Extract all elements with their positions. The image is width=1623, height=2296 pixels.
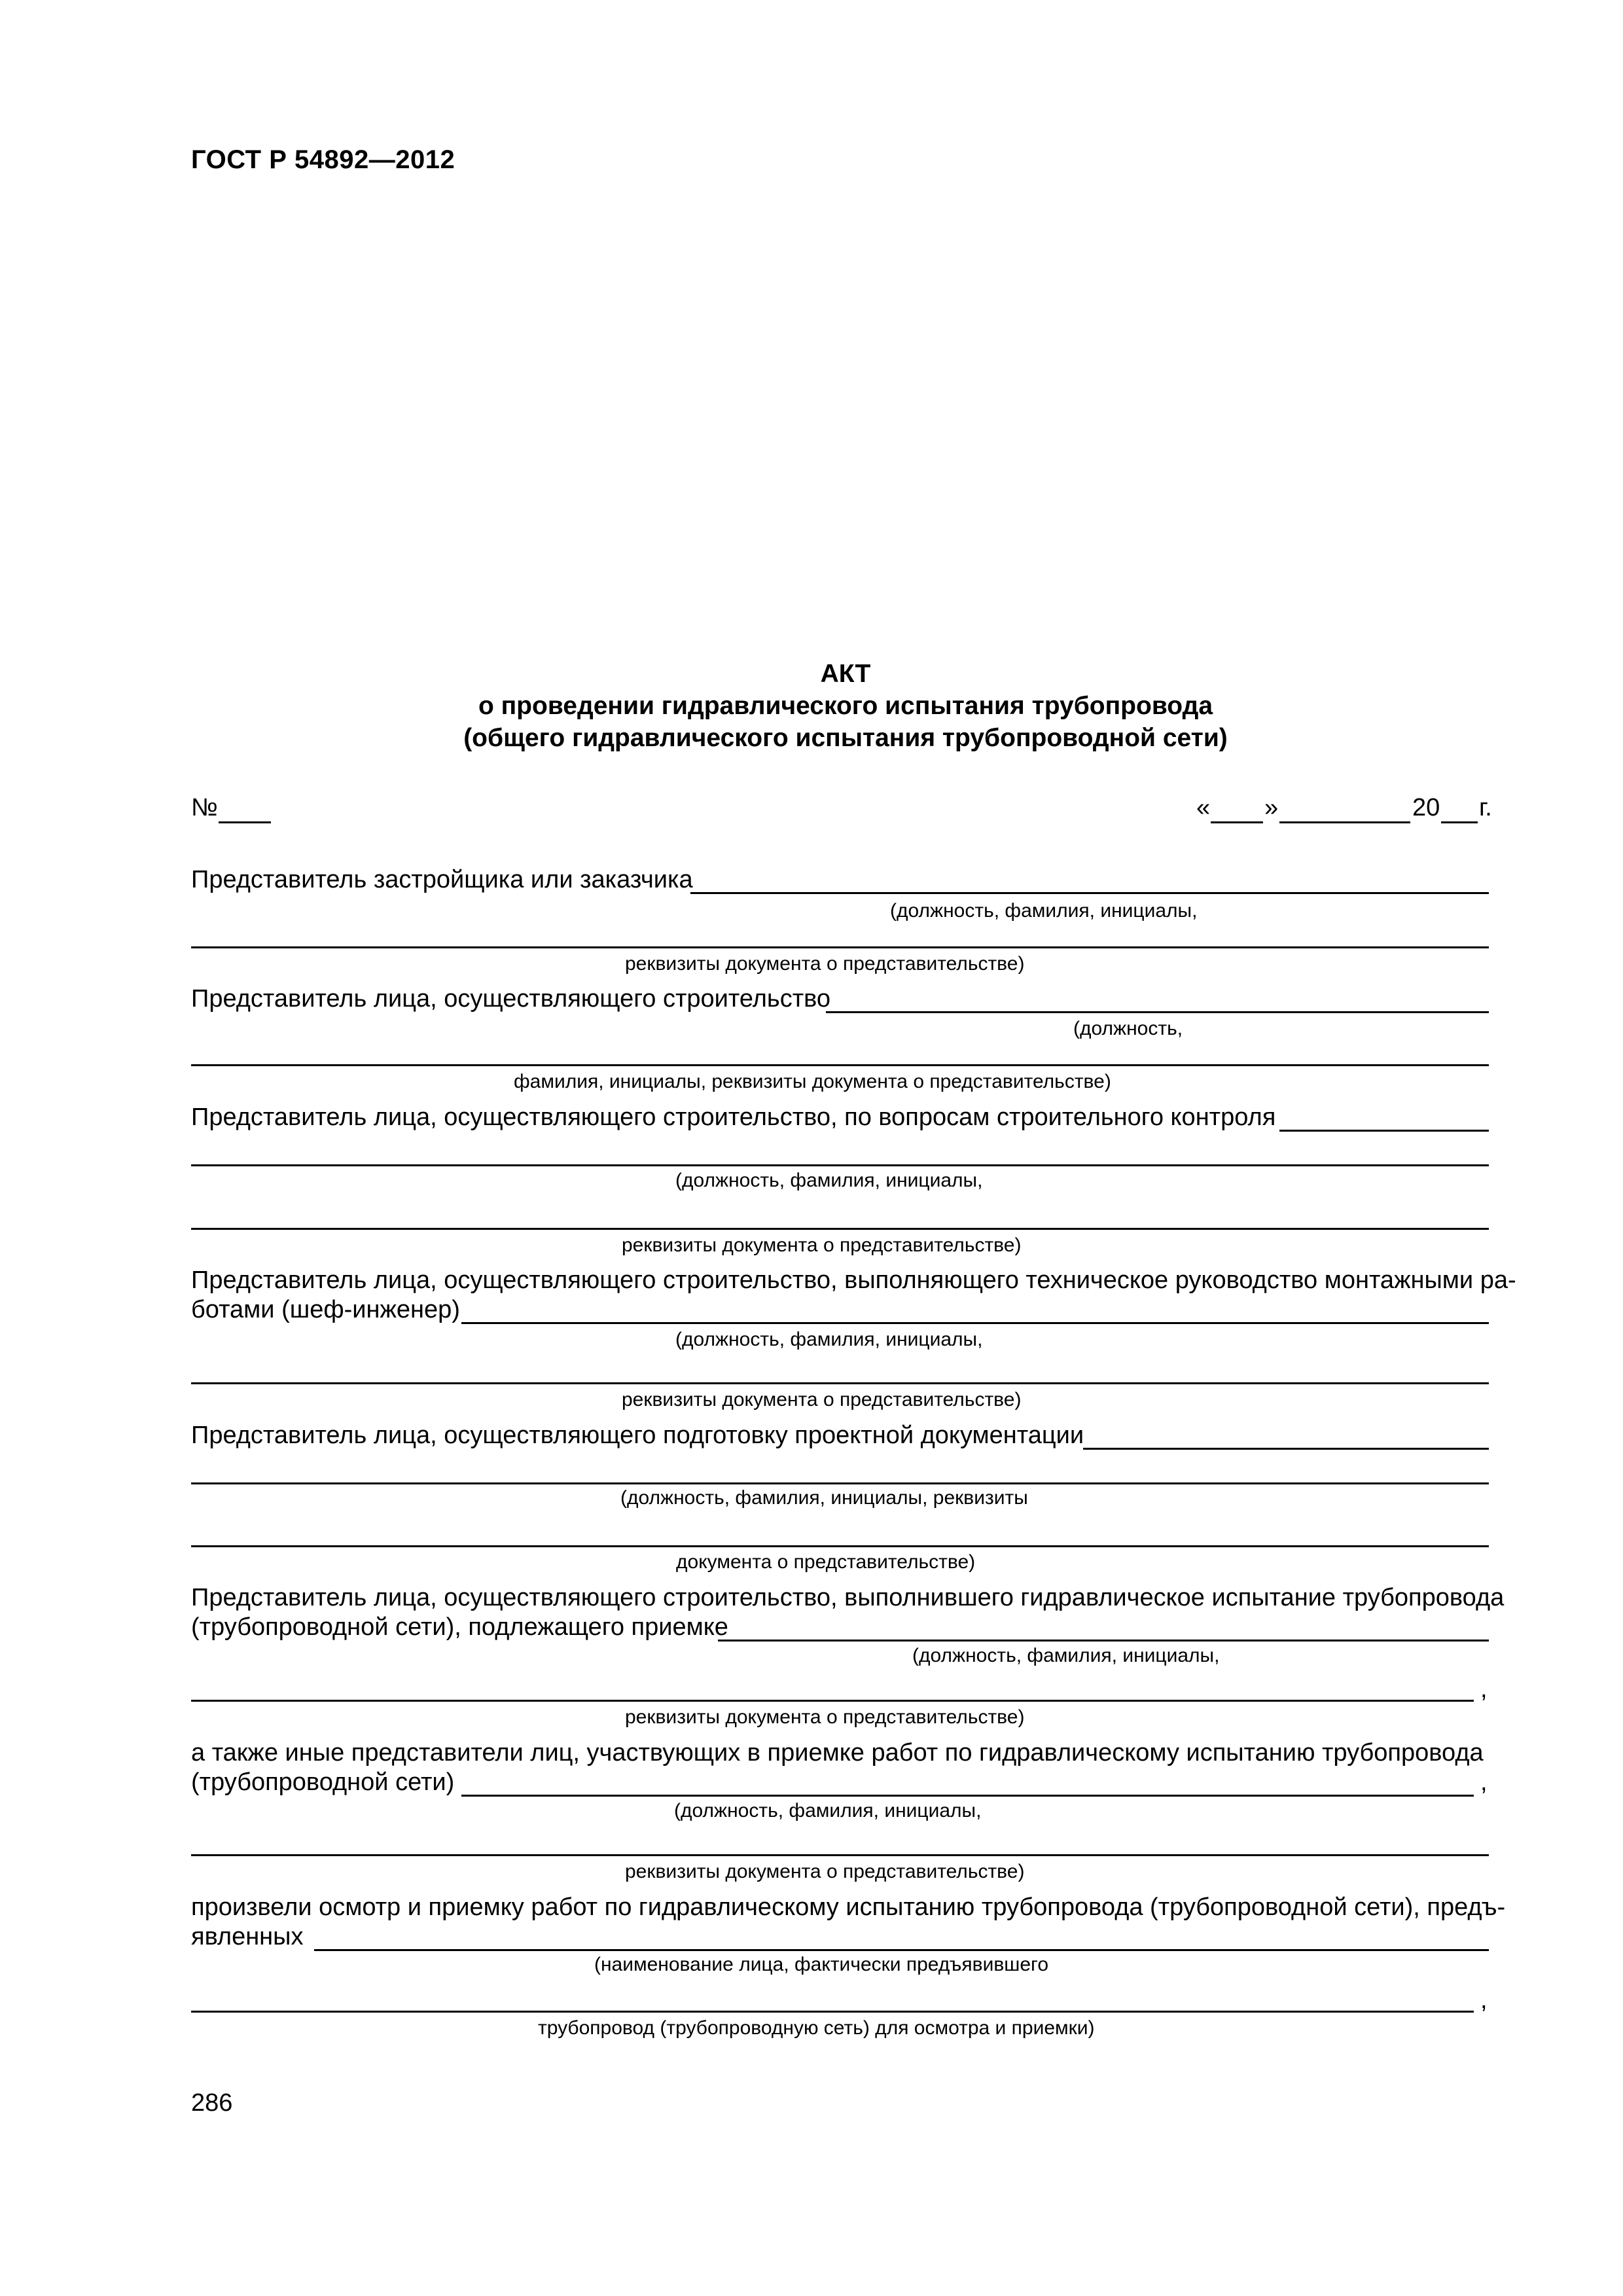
others-field-2[interactable]: [191, 1854, 1489, 1856]
chief-engineer-label-2: ботами (шеф-инженер): [191, 1296, 460, 1323]
inspection-label-1: произвели осмотр и приемку работ по гидравлическому испытанию трубопровода (трубопроводной сети), предъ-: [191, 1893, 1506, 1921]
tester-caption-2: реквизиты документа о представительстве): [625, 1706, 1025, 1728]
inspection-caption-1: (наименование лица, фактически предъявившего: [594, 1954, 1048, 1975]
builder-control-caption-1: (должность, фамилия, инициалы,: [675, 1170, 983, 1191]
customer-caption-1: (должность, фамилия, инициалы,: [890, 900, 1198, 922]
chief-engineer-caption-2: реквизиты документа о представительстве): [622, 1389, 1022, 1410]
act-title: АКТ: [820, 660, 871, 688]
builder-control-caption-2: реквизиты документа о представительстве): [622, 1234, 1022, 1256]
designer-field-3[interactable]: [191, 1545, 1489, 1547]
inspection-comma: ,: [1480, 1986, 1488, 2014]
date-year-field[interactable]: [1441, 821, 1478, 823]
tester-field-2[interactable]: [191, 1700, 1474, 1702]
others-field-1[interactable]: [461, 1795, 1474, 1797]
date-year-suffix: г.: [1479, 794, 1492, 821]
designer-field-2[interactable]: [191, 1482, 1489, 1484]
builder-control-field-2[interactable]: [191, 1164, 1489, 1166]
designer-label: Представитель лица, осуществляющего подготовку проектной документации: [191, 1422, 1084, 1449]
designer-caption-1: (должность, фамилия, инициалы, реквизиты: [620, 1487, 1028, 1509]
chief-engineer-label-1: Представитель лица, осуществляющего строительство, выполняющего техническое руководство монтажными ра-: [191, 1266, 1516, 1294]
builder-control-label: Представитель лица, осуществляющего строительство, по вопросам строительного контроля: [191, 1103, 1276, 1131]
tester-caption-1: (должность, фамилия, инициалы,: [912, 1645, 1220, 1666]
date-close-quote: »: [1264, 794, 1279, 821]
customer-caption-2: реквизиты документа о представительстве): [625, 953, 1025, 975]
builder-control-field-3[interactable]: [191, 1228, 1489, 1230]
others-label-2: (трубопроводной сети): [191, 1768, 455, 1796]
tester-label-1: Представитель лица, осуществляющего строительство, выполнившего гидравлическое испытание трубопровода: [191, 1584, 1505, 1611]
date-day-field[interactable]: [1211, 821, 1263, 823]
date-month-field[interactable]: [1279, 821, 1410, 823]
inspection-label-2: явленных: [191, 1923, 304, 1950]
builder-field-1[interactable]: [826, 1011, 1489, 1013]
chief-engineer-caption-1: (должность, фамилия, инициалы,: [675, 1329, 983, 1350]
chief-engineer-field-1[interactable]: [461, 1322, 1489, 1324]
act-subtitle-1: о проведении гидравлического испытания трубопровода: [478, 692, 1213, 720]
act-subtitle-2: (общего гидравлического испытания трубопроводной сети): [463, 724, 1228, 752]
others-comma: ,: [1480, 1768, 1488, 1796]
customer-field-2[interactable]: [191, 946, 1489, 948]
builder-caption-2: фамилия, инициалы, реквизиты документа о представительстве): [514, 1071, 1111, 1092]
date-open-quote: «: [1196, 794, 1211, 821]
others-label-1: а также иные представители лиц, участвующих в приемке работ по гидравлическому испытанию трубопровода: [191, 1739, 1484, 1767]
page-number: 286: [191, 2089, 233, 2117]
builder-field-2[interactable]: [191, 1064, 1489, 1066]
builder-label: Представитель лица, осуществляющего строительство: [191, 985, 831, 1013]
customer-field-1[interactable]: [690, 892, 1489, 894]
builder-control-field-1[interactable]: [1279, 1130, 1489, 1132]
designer-caption-2: документа о представительстве): [676, 1551, 976, 1573]
customer-label: Представитель застройщика или заказчика: [191, 866, 693, 893]
others-caption-1: (должность, фамилия, инициалы,: [674, 1800, 982, 1821]
builder-caption-1: (должность,: [1073, 1018, 1183, 1039]
standard-designation: ГОСТ Р 54892—2012: [191, 145, 455, 174]
number-field[interactable]: [219, 821, 271, 823]
inspection-field-1[interactable]: [314, 1949, 1489, 1951]
chief-engineer-field-2[interactable]: [191, 1382, 1489, 1384]
date-year-prefix: 20: [1412, 794, 1440, 821]
inspection-field-2[interactable]: [191, 2011, 1474, 2013]
tester-label-2: (трубопроводной сети), подлежащего приемке: [191, 1613, 728, 1641]
number-label: №: [191, 794, 218, 821]
others-caption-2: реквизиты документа о представительстве): [625, 1861, 1025, 1882]
inspection-caption-2: трубопровод (трубопроводную сеть) для осмотра и приемки): [538, 2017, 1095, 2039]
tester-comma: ,: [1480, 1676, 1488, 1703]
tester-field-1[interactable]: [718, 1640, 1489, 1641]
designer-field-1[interactable]: [1083, 1448, 1489, 1450]
